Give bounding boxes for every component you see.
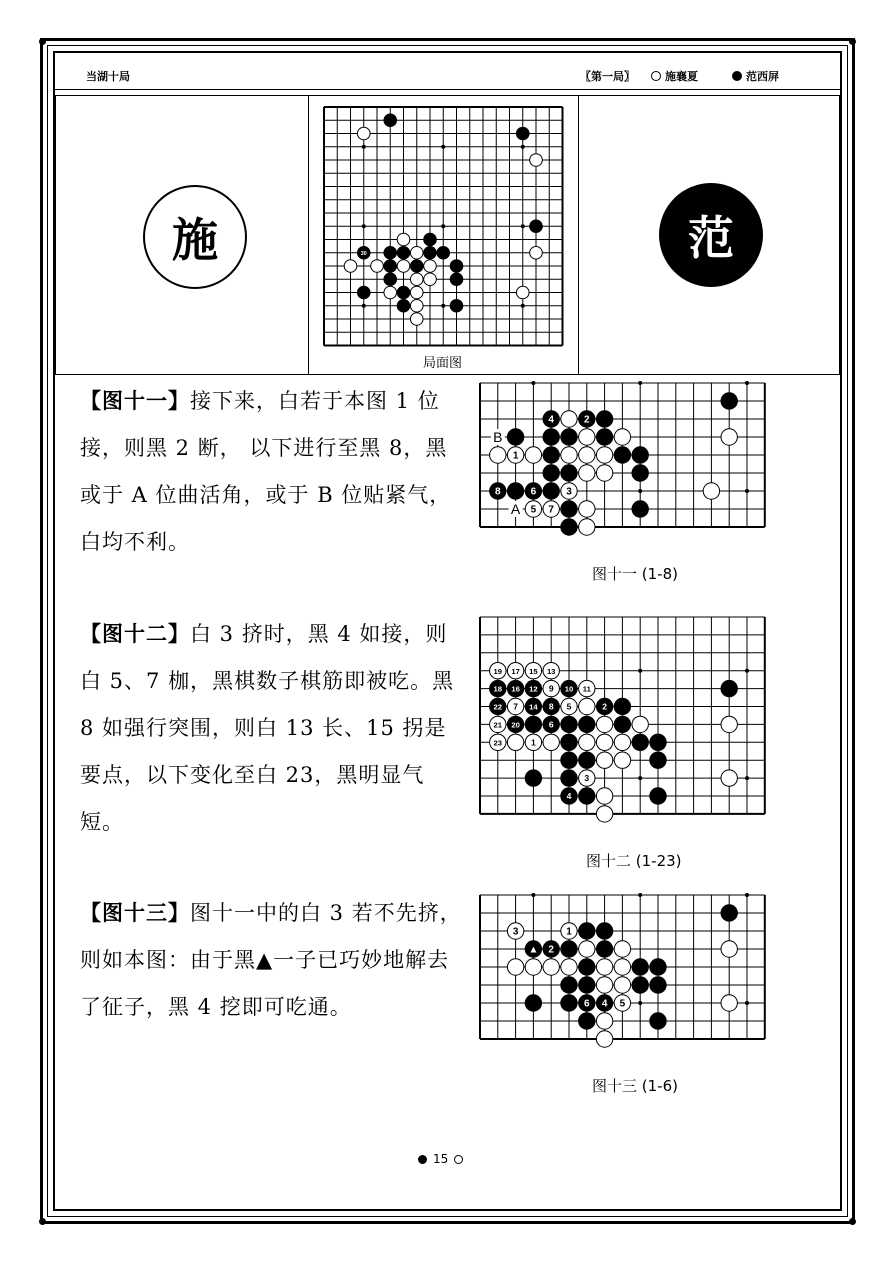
black-stone (516, 127, 529, 140)
paragraph-fig13 (80, 889, 466, 1031)
move-number: ▲ (528, 944, 539, 956)
white-stone (397, 233, 410, 246)
black-stone (650, 977, 666, 993)
white-stone (410, 313, 423, 326)
white-stone (579, 734, 595, 750)
paragraph-label: 【图十二】 (80, 621, 190, 646)
move-number: 23 (493, 738, 503, 748)
white-stone (632, 716, 648, 732)
white-stone (721, 429, 737, 445)
white-stone (596, 1031, 612, 1047)
black-stone (384, 260, 397, 273)
move-number: 1 (566, 926, 572, 938)
white-stone-icon (651, 71, 661, 81)
white-stone (397, 260, 410, 273)
star-point (745, 489, 749, 493)
move-number: 17 (511, 666, 520, 676)
go-board-fig12 (478, 614, 802, 839)
move-number: 7 (513, 701, 518, 712)
black-stone (579, 788, 595, 804)
black-stone (561, 752, 577, 768)
black-stone (397, 299, 410, 312)
black-stone (530, 220, 543, 233)
white-stone (614, 734, 630, 750)
white-stone (596, 465, 612, 481)
white-stone (721, 770, 737, 786)
panel-divider (578, 95, 579, 375)
black-stone (632, 501, 648, 517)
star-point (531, 381, 535, 385)
black-stone (579, 923, 595, 939)
black-stone (561, 465, 577, 481)
white-stone (721, 716, 737, 732)
black-stone (561, 716, 577, 732)
paragraph-text: 图十一中的白 3 若不先挤，则如本图：由于黑▲一子已巧妙地解去了征子，黑 4 挖即可吃通。 (80, 901, 462, 1019)
move-number: 3 (566, 486, 572, 498)
white-stone (561, 411, 577, 427)
black-player-char: 范 (688, 211, 734, 265)
black-stone (579, 1013, 595, 1029)
black-stone (561, 977, 577, 993)
black-stone-icon (418, 1155, 427, 1164)
black-stone (561, 941, 577, 957)
star-point (521, 224, 525, 228)
black-stone (561, 501, 577, 517)
star-point (362, 304, 366, 308)
black-stone (424, 233, 437, 246)
move-number: 30 (360, 250, 367, 257)
move-number: 14 (529, 702, 538, 712)
black-stone (561, 429, 577, 445)
move-number: 5 (566, 701, 572, 712)
header-rule (55, 89, 840, 90)
black-stone (650, 752, 666, 768)
black-stone (357, 286, 370, 299)
game-header (580, 68, 779, 84)
star-point (531, 893, 535, 897)
black-stone (579, 716, 595, 732)
move-number: 1 (512, 450, 519, 462)
black-stone (596, 411, 612, 427)
move-number: 13 (546, 666, 556, 676)
black-stone (450, 273, 463, 286)
move-number: 6 (548, 719, 554, 730)
white-stone (579, 519, 595, 535)
white-stone (614, 941, 630, 957)
white-stone (561, 447, 577, 463)
black-stone (525, 770, 541, 786)
white-stone (410, 273, 423, 286)
white-player-name: 施襄夏 (665, 70, 698, 83)
game-label: 〖第一局〗 (580, 70, 635, 83)
star-point (638, 381, 642, 385)
paragraph-label: 【图十三】 (80, 900, 190, 925)
white-stone (410, 299, 423, 312)
white-stone (614, 959, 630, 975)
go-board-fig13 (478, 892, 802, 1064)
black-stone (721, 393, 737, 409)
move-number: 3 (584, 773, 590, 784)
black-stone (525, 995, 541, 1011)
paragraph-label: 【图十一】 (80, 388, 190, 413)
paragraph-fig11 (80, 377, 466, 566)
white-stone (516, 286, 529, 299)
move-number: 8 (495, 486, 501, 498)
paragraph-text: 接下来，白若于本图 1 位接，则黑 2 断， 以下进行至黑 8，黑或于 A 位曲活角，或于 B 位贴紧气，白均不利。 (80, 389, 452, 554)
black-stone (397, 246, 410, 259)
black-stone (525, 716, 541, 732)
black-stone (384, 273, 397, 286)
go-board-position (322, 105, 566, 349)
white-stone (344, 260, 357, 273)
star-point (362, 145, 366, 149)
star-point (521, 145, 525, 149)
white-stone (424, 273, 437, 286)
white-stone (507, 959, 523, 975)
move-number: 16 (511, 684, 520, 694)
black-stone (596, 941, 612, 957)
white-stone (596, 716, 612, 732)
corner-dot (39, 38, 46, 45)
move-number: 8 (548, 701, 554, 712)
white-stone (424, 260, 437, 273)
white-stone (579, 941, 595, 957)
move-number: 12 (529, 684, 538, 694)
move-number: 22 (493, 702, 503, 712)
white-stone (525, 447, 541, 463)
white-stone (530, 154, 543, 167)
black-stone (561, 519, 577, 535)
corner-dot (849, 1218, 856, 1225)
white-stone-icon (454, 1155, 463, 1164)
white-player-seal (143, 185, 247, 289)
paragraph-text: 白 3 挤时，黑 4 如接，则白 5、7 枷，黑棋数子棋筋即被吃。黑 8 如强行突围，则白 13 长、15 拐是要点，以下变化至白 23，黑明显气短。 (80, 622, 455, 834)
black-stone (614, 447, 630, 463)
white-stone (410, 246, 423, 259)
white-stone (579, 465, 595, 481)
star-point (521, 304, 525, 308)
white-stone (579, 698, 595, 714)
black-player-name: 范西屏 (746, 70, 779, 83)
star-point (441, 224, 445, 228)
black-stone-icon (732, 71, 742, 81)
white-stone (579, 501, 595, 517)
black-stone (614, 716, 630, 732)
star-point (745, 381, 749, 385)
white-stone (579, 447, 595, 463)
white-stone (596, 447, 612, 463)
white-stone (614, 429, 630, 445)
black-stone (450, 260, 463, 273)
move-number: 3 (512, 926, 519, 938)
black-stone (507, 429, 523, 445)
black-stone (543, 483, 559, 499)
star-point (745, 1001, 749, 1005)
white-stone (596, 788, 612, 804)
black-stone (579, 752, 595, 768)
white-stone (357, 127, 370, 140)
black-stone (384, 114, 397, 127)
black-stone (596, 923, 612, 939)
black-stone (721, 680, 737, 696)
black-stone (507, 483, 523, 499)
star-point (638, 893, 642, 897)
star-point (745, 669, 749, 673)
white-stone (614, 752, 630, 768)
go-board-fig11 (478, 380, 802, 552)
move-number: 20 (511, 720, 520, 730)
move-number: 9 (548, 683, 554, 694)
white-stone (721, 941, 737, 957)
move-number: 19 (493, 666, 503, 676)
star-point (441, 304, 445, 308)
star-point (745, 776, 749, 780)
move-number: 4 (548, 414, 554, 426)
white-stone (703, 483, 719, 499)
white-stone (596, 752, 612, 768)
move-number: 5 (530, 504, 537, 516)
page-footer (418, 1152, 463, 1166)
black-stone (650, 788, 666, 804)
white-stone (410, 286, 423, 299)
star-point (638, 489, 642, 493)
black-stone (721, 905, 737, 921)
black-stone (410, 260, 423, 273)
black-player-seal (659, 183, 763, 287)
white-stone (596, 1013, 612, 1029)
black-stone (632, 465, 648, 481)
white-stone (543, 734, 559, 750)
move-number: 4 (601, 998, 608, 1010)
panel-divider (308, 95, 309, 375)
move-number: 2 (602, 701, 607, 712)
board-caption: 图十三 (1-6) (592, 1077, 678, 1095)
black-stone (543, 465, 559, 481)
white-stone (596, 806, 612, 822)
white-stone (543, 959, 559, 975)
corner-dot (39, 1218, 46, 1225)
white-stone (579, 429, 595, 445)
black-stone (543, 429, 559, 445)
white-stone (596, 734, 612, 750)
black-stone (614, 698, 630, 714)
black-stone (543, 447, 559, 463)
star-point (638, 669, 642, 673)
move-number: 2 (584, 414, 590, 426)
star-point (638, 1001, 642, 1005)
black-stone (384, 246, 397, 259)
move-number: 15 (529, 666, 538, 676)
corner-dot (849, 38, 856, 45)
black-stone (437, 246, 450, 259)
move-number: 11 (582, 684, 591, 694)
move-number: 5 (619, 998, 626, 1010)
paragraph-fig12 (80, 610, 466, 846)
black-stone (561, 734, 577, 750)
white-stone (614, 977, 630, 993)
move-number: 6 (530, 486, 537, 498)
black-stone (596, 429, 612, 445)
white-stone (530, 246, 543, 259)
black-stone (632, 977, 648, 993)
white-player-char: 施 (172, 213, 218, 267)
star-point (362, 224, 366, 228)
star-point (638, 776, 642, 780)
black-stone (450, 299, 463, 312)
move-number: 2 (548, 944, 554, 956)
black-stone (424, 246, 437, 259)
black-stone (579, 959, 595, 975)
board-letter: B (493, 429, 503, 445)
white-stone (384, 286, 397, 299)
black-stone (650, 1013, 666, 1029)
book-title: 当湖十局 (86, 70, 130, 83)
black-stone (561, 770, 577, 786)
white-stone (507, 734, 523, 750)
black-stone (561, 995, 577, 1011)
black-stone (632, 734, 648, 750)
black-stone (650, 959, 666, 975)
black-stone (632, 959, 648, 975)
black-stone (650, 734, 666, 750)
white-stone (371, 260, 384, 273)
move-number: 4 (566, 791, 572, 802)
board-grid (480, 617, 765, 814)
white-stone (561, 959, 577, 975)
black-stone (579, 977, 595, 993)
white-stone (490, 447, 506, 463)
black-stone (632, 447, 648, 463)
board-caption: 图十一 (1-8) (592, 565, 678, 583)
move-number: 7 (548, 504, 554, 516)
white-stone (596, 977, 612, 993)
move-number: 1 (531, 737, 536, 748)
board-caption: 局面图 (423, 356, 463, 371)
move-number: 6 (584, 998, 590, 1010)
white-stone (525, 959, 541, 975)
move-number: 21 (493, 720, 503, 730)
board-caption: 图十二 (1-23) (586, 852, 682, 870)
page-number: 15 (433, 1152, 449, 1166)
move-number: 10 (564, 684, 574, 694)
black-stone (397, 286, 410, 299)
star-point (745, 893, 749, 897)
board-letter: A (510, 501, 521, 517)
white-stone (721, 995, 737, 1011)
white-stone (596, 959, 612, 975)
star-point (441, 145, 445, 149)
move-number: 18 (493, 684, 503, 694)
